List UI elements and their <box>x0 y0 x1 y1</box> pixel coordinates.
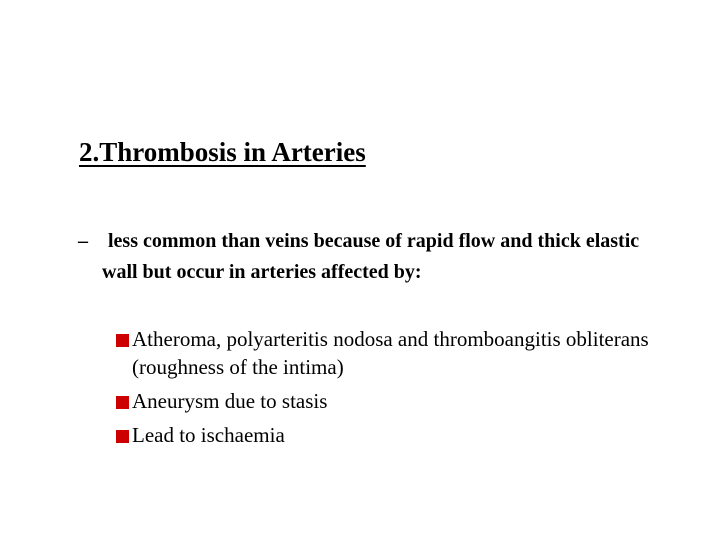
subpoint-text: Aneurysm due to stasis <box>132 389 328 413</box>
subpoint-item <box>116 421 676 449</box>
main-point-text: less common than veins because of rapid flow and thick elastic wall but occur in arteries affected by: <box>102 230 640 283</box>
square-bullet-icon <box>116 334 129 347</box>
slide-title: 2.Thrombosis in Arteries <box>79 137 366 167</box>
main-point <box>78 226 668 288</box>
subpoint-text: Lead to ischaemia <box>132 423 285 447</box>
dash-bullet-icon: – <box>78 230 88 252</box>
subpoint-item <box>116 387 676 415</box>
square-bullet-icon <box>116 430 129 443</box>
subpoint-list <box>116 325 676 455</box>
square-bullet-icon <box>116 396 129 409</box>
subpoint-text: Atheroma, polyarteritis nodosa and thromboangitis obliterans (roughness of the intima) <box>132 327 649 379</box>
subpoint-item <box>116 325 676 381</box>
